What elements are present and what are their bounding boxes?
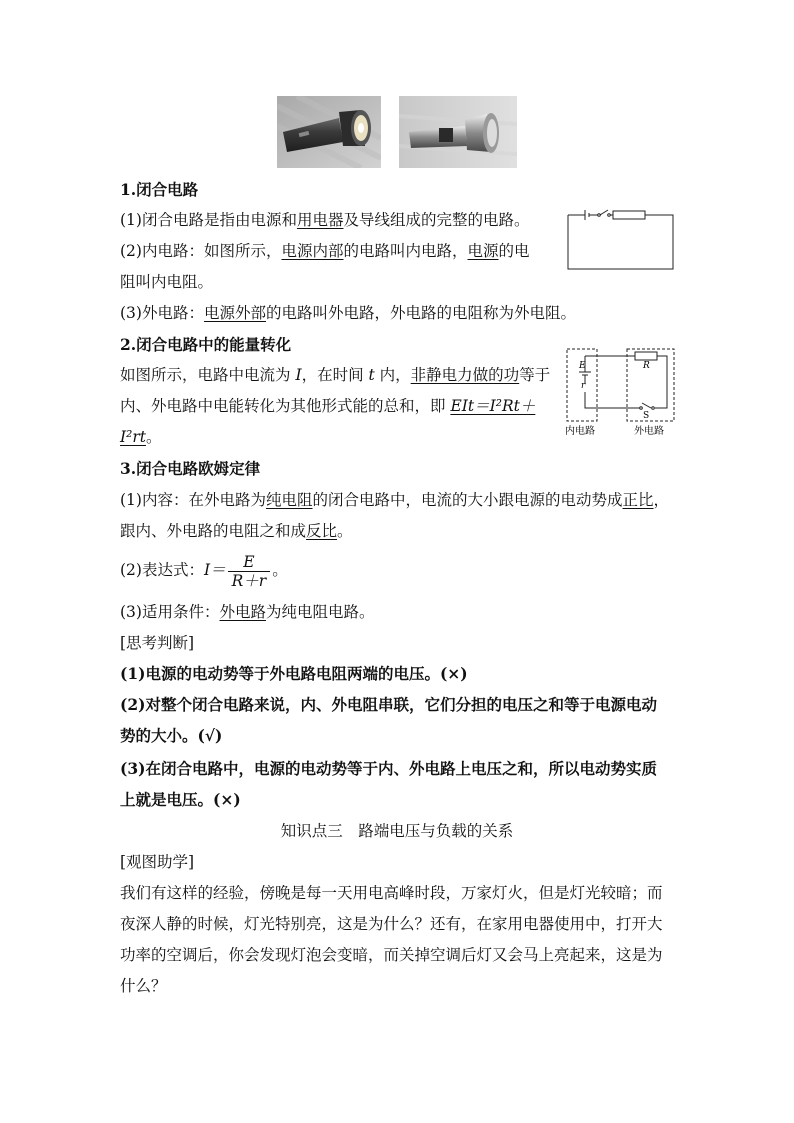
kp3-paragraph-line-4: 什么？ bbox=[120, 977, 167, 995]
section-2-line-1: 如图所示，电路中电流为 I，在时间 t 内，非静电力做的功等于 bbox=[120, 366, 551, 384]
think-question-3-line-2: 上就是电压。(×) bbox=[120, 790, 241, 809]
emf-label: E bbox=[579, 361, 586, 371]
kp3-paragraph-line-1: 我们有这样的经验，傍晚是每一天用电高峰时段，万家灯火，但是灯光较暗；而 bbox=[120, 884, 663, 902]
section-1-line-1: (1)闭合电路是指由电源和用电器及导线组成的完整的电路。 bbox=[120, 211, 530, 229]
section-2-line-3: I²rt。 bbox=[120, 428, 162, 446]
section-1-line-2: (2)内电路：如图所示，电源内部的电路叫内电路，电源的电 bbox=[120, 242, 530, 260]
kp3-paragraph-line-3: 功率的空调后，你会发现灯泡会变暗，而关掉空调后灯又会马上亮起来，这是为 bbox=[120, 946, 663, 964]
kp3-paragraph-line-2: 夜深人静的时候，灯光特别亮，这是为什么？还有，在家用电器使用中，打开大 bbox=[120, 915, 663, 933]
simple-circuit-diagram bbox=[565, 205, 677, 273]
flashlight-photo-right bbox=[399, 96, 517, 168]
section-1-heading: 1.闭合电路 bbox=[120, 180, 199, 199]
knowledge-point-3-title: 知识点三 路端电压与负载的关系 bbox=[280, 822, 514, 840]
section-3-heading: 3.闭合电路欧姆定律 bbox=[120, 459, 261, 478]
section-3-line-2: 跟内、外电路的电阻之和成反比。 bbox=[120, 522, 353, 540]
think-question-2-line-1: (2)对整个闭合电路来说，内、外电阻串联，它们分担的电压之和等于电源电动 bbox=[120, 695, 657, 714]
section-1-line-4: (3)外电路：电源外部的电路叫外电路，外电路的电阻称为外电阻。 bbox=[120, 304, 576, 322]
switch-label: S bbox=[643, 411, 650, 421]
think-question-1: (1)电源的电动势等于外电路电阻两端的电压。(×) bbox=[120, 664, 468, 683]
section-2-heading: 2.闭合电路中的能量转化 bbox=[120, 335, 292, 354]
think-heading: [思考判断] bbox=[120, 634, 195, 652]
section-1-line-3: 阻叫内电阻。 bbox=[120, 273, 214, 291]
outer-circuit-label: 外电路 bbox=[634, 426, 664, 437]
ohm-law-fraction: $\frac{E}{R+r}$ bbox=[228, 553, 271, 590]
inner-outer-circuit-diagram bbox=[563, 346, 681, 438]
think-question-3-line-1: (3)在闭合电路中，电源的电动势等于内、外电路上电压之和，所以电动势实质 bbox=[120, 759, 657, 778]
internal-resistance-label: r bbox=[581, 381, 586, 391]
section-3-line-1: (1)内容：在外电路为纯电阻的闭合电路中，电流的大小跟电源的电动势成正比， bbox=[120, 491, 670, 509]
flashlight-photo-left bbox=[277, 96, 381, 168]
section-3-condition: (3)适用条件：外电路为纯电阻电路。 bbox=[120, 603, 375, 621]
inner-circuit-label: 内电路 bbox=[565, 426, 595, 437]
resistor-label: R bbox=[643, 361, 650, 371]
section-2-line-2: 内、外电路中电能转化为其他形式能的总和，即 EIt＝I²Rt＋ bbox=[120, 397, 536, 415]
ohm-law-expression: (2)表达式：I＝ $\frac{E}{R+r}$ 。 bbox=[120, 552, 288, 590]
observe-heading: [观图助学] bbox=[120, 853, 195, 871]
think-question-2-line-2: 势的大小。(√) bbox=[120, 726, 223, 745]
